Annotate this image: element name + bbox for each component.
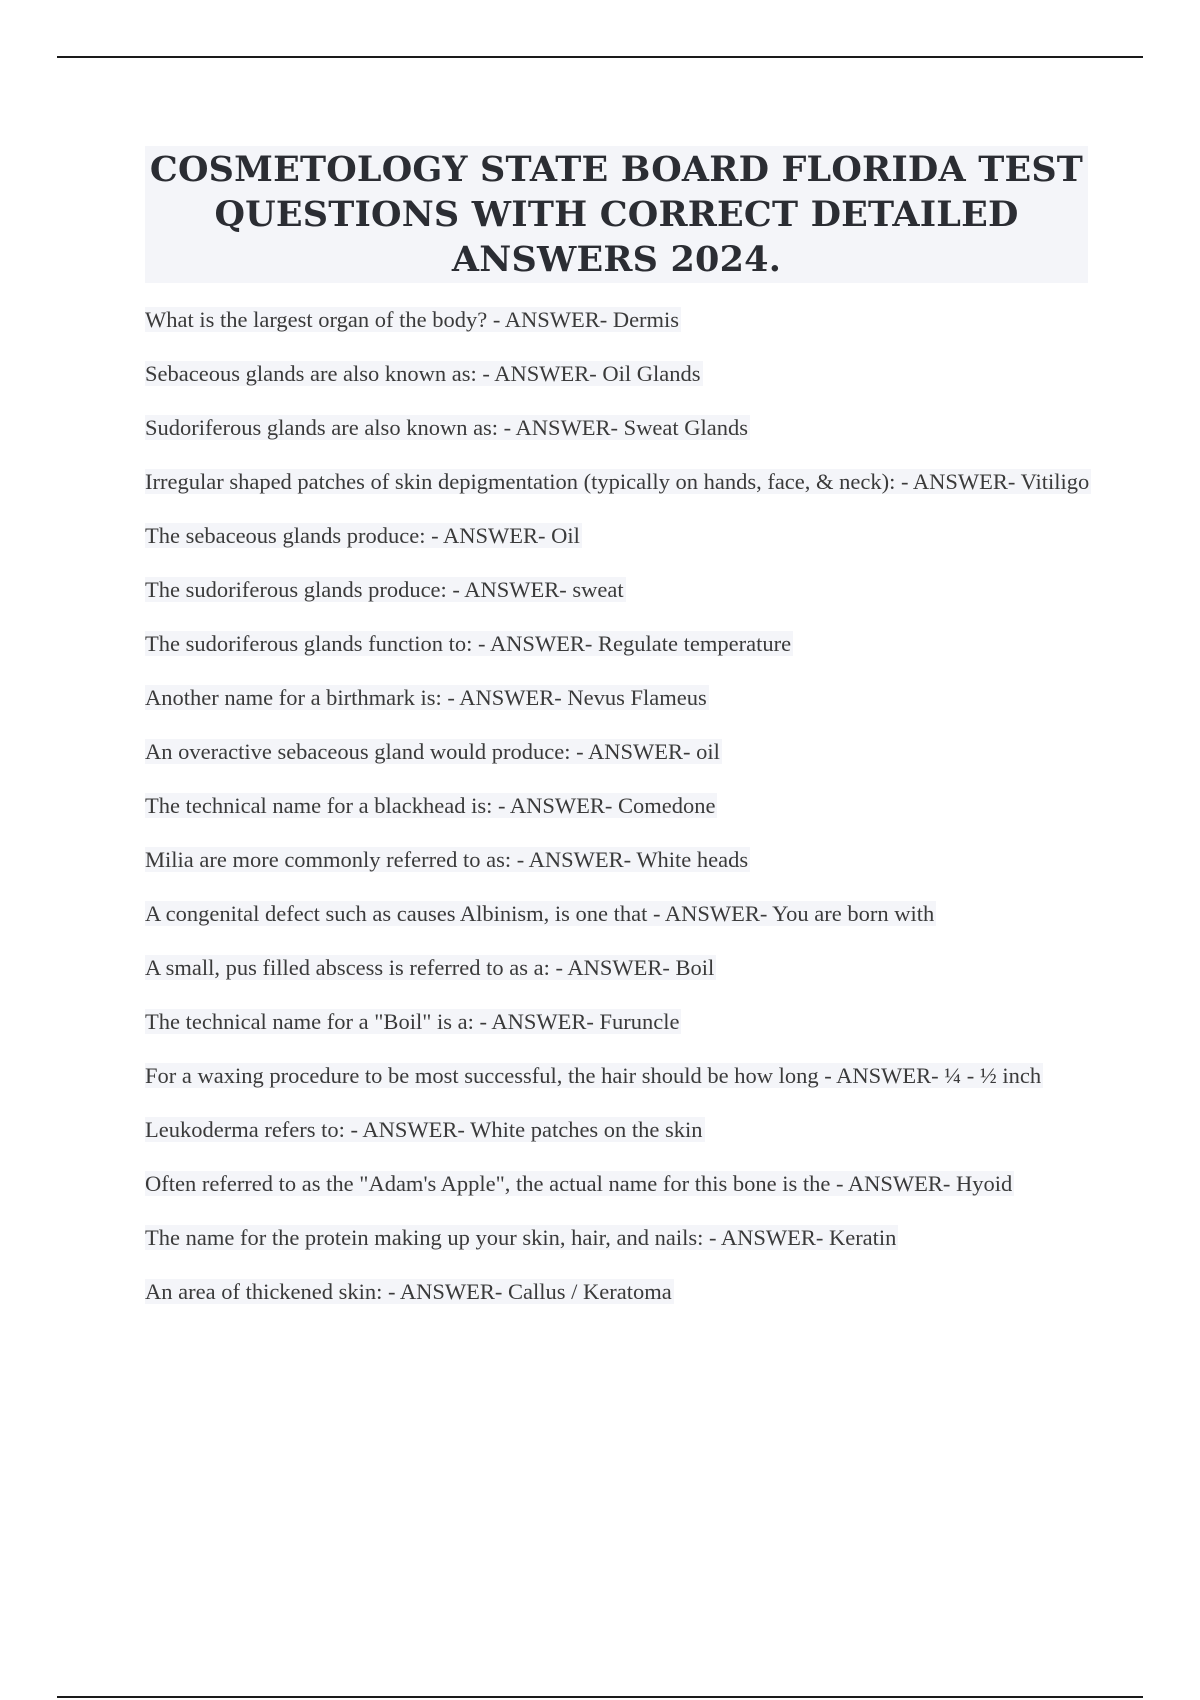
qa-text: Irregular shaped patches of skin depigmentation (typically on hands, face, & neck): - ANSWER- Vitiligo: [145, 469, 1090, 494]
qa-text: Another name for a birthmark is: - ANSWER- Nevus Flameus: [145, 685, 707, 710]
qa-item: [145, 900, 1095, 928]
qa-text: Often referred to as the "Adam's Apple", the actual name for this bone is the - ANSWER- Hyoid: [145, 1171, 1013, 1196]
qa-text: Sudoriferous glands are also known as: - ANSWER- Sweat Glands: [145, 415, 749, 440]
qa-item: [145, 1170, 1095, 1198]
qa-text: A small, pus filled abscess is referred to as a: - ANSWER- Boil: [145, 955, 715, 980]
qa-text: An area of thickened skin: - ANSWER- Callus / Keratoma: [145, 1279, 672, 1304]
qa-item: [145, 468, 1095, 496]
qa-item: [145, 414, 1095, 442]
qa-text: Milia are more commonly referred to as: - ANSWER- White heads: [145, 847, 749, 872]
qa-item: [145, 1116, 1095, 1144]
qa-text: An overactive sebaceous gland would produce: - ANSWER- oil: [145, 739, 720, 764]
qa-item: [145, 738, 1095, 766]
qa-text: The sudoriferous glands function to: - ANSWER- Regulate temperature: [145, 631, 792, 656]
qa-text: For a waxing procedure to be most successful, the hair should be how long - ANSWER- ¼ - ½ inch: [145, 1063, 1042, 1088]
document-title: COSMETOLOGY STATE BOARD FLORIDA TEST QUESTIONS WITH CORRECT DETAILED ANSWERS 2024.: [149, 149, 1084, 280]
qa-item: [145, 792, 1095, 820]
bottom-divider: [57, 1696, 1143, 1698]
qa-text: What is the largest organ of the body? - ANSWER- Dermis: [145, 307, 680, 332]
qa-item: [145, 1278, 1095, 1306]
qa-item: [145, 1008, 1095, 1036]
qa-text: The technical name for a "Boil" is a: - ANSWER- Furuncle: [145, 1009, 680, 1034]
qa-text: A congenital defect such as causes Albinism, is one that - ANSWER- You are born with: [145, 901, 935, 926]
title-banner: [145, 146, 1088, 283]
top-divider: [57, 56, 1143, 58]
qa-text: Leukoderma refers to: - ANSWER- White patches on the skin: [145, 1117, 703, 1142]
qa-text: The sebaceous glands produce: - ANSWER- Oil: [145, 523, 580, 548]
qa-item: [145, 1224, 1095, 1252]
qa-text: Sebaceous glands are also known as: - ANSWER- Oil Glands: [145, 361, 701, 386]
qa-item: [145, 846, 1095, 874]
qa-item: [145, 630, 1095, 658]
qa-text: The technical name for a blackhead is: - ANSWER- Comedone: [145, 793, 716, 818]
qa-item: [145, 684, 1095, 712]
qa-text: The name for the protein making up your skin, hair, and nails: - ANSWER- Keratin: [145, 1225, 897, 1250]
qa-item: [145, 1062, 1095, 1090]
qa-item: [145, 954, 1095, 982]
qa-list: [145, 306, 1095, 1332]
qa-item: [145, 522, 1095, 550]
qa-item: [145, 306, 1095, 334]
qa-item: [145, 360, 1095, 388]
qa-item: [145, 576, 1095, 604]
qa-text: The sudoriferous glands produce: - ANSWER- sweat: [145, 577, 624, 602]
